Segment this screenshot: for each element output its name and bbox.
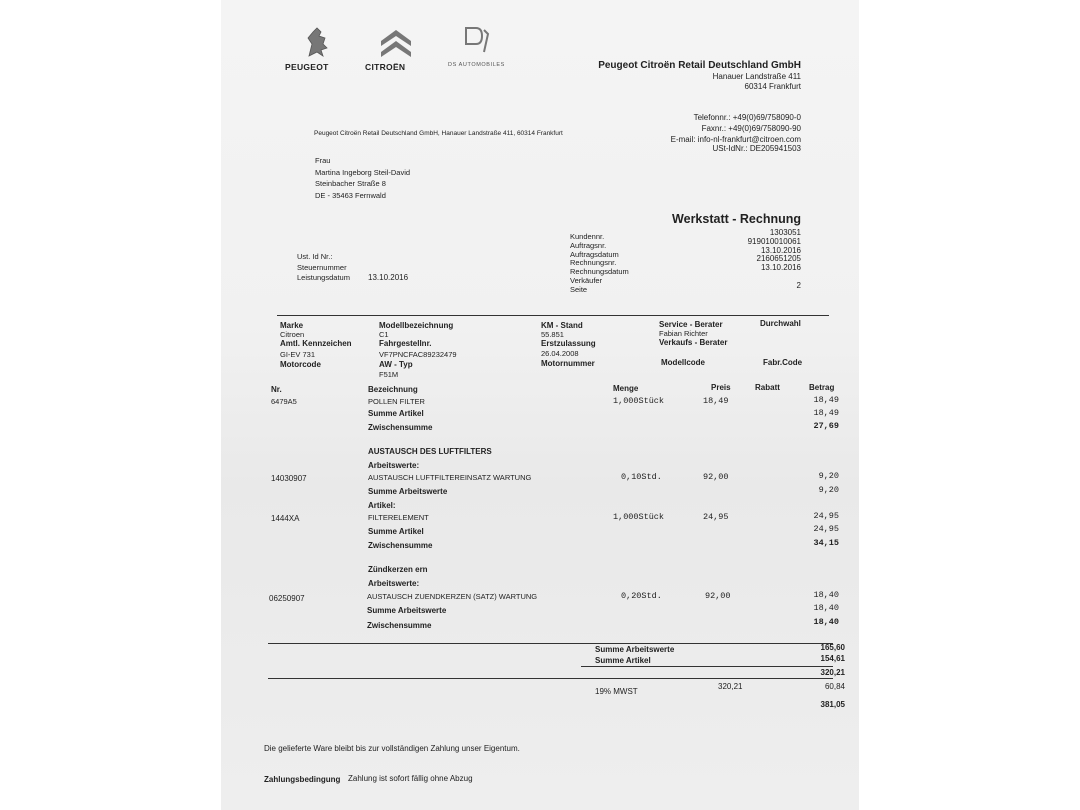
aw-typ-value: F51M	[379, 370, 399, 379]
company-name: Peugeot Citroën Retail Deutschland GmbH	[598, 60, 801, 71]
sum-arbeitswerte-value: 165,60	[820, 643, 845, 652]
service-berater-value: Fabian Richter	[659, 329, 708, 338]
netto-bottom-rule	[268, 678, 833, 679]
zahlungsbedingung-value: Zahlung ist sofort fällig ohne Abzug	[348, 774, 473, 783]
aw-typ-label: AW - Typ	[379, 360, 413, 369]
group-title: AUSTAUSCH DES LUFTFILTERS	[368, 447, 492, 456]
motorcode-label: Motorcode	[280, 360, 321, 369]
meta-value: 1303051	[769, 228, 801, 237]
mwst-value: 60,84	[824, 682, 845, 691]
document-title: Werkstatt - Rechnung	[672, 212, 801, 226]
invoice-paper	[221, 0, 859, 810]
meta-value: 2	[796, 280, 801, 290]
table-row-bezeichnung: FILTERELEMENT	[368, 513, 429, 522]
arbeitswerte-label: Arbeitswerte:	[368, 461, 420, 470]
company-vat: USt-IdNr.: DE205941503	[712, 144, 801, 153]
col-preis-header: Preis	[711, 383, 731, 392]
col-rabatt-header: Rabatt	[755, 383, 780, 392]
table-row-bezeichnung: AUSTAUSCH LUFTFILTEREINSATZ WARTUNG	[368, 473, 532, 482]
marke-label: Marke	[280, 321, 304, 330]
table-row-nr: 6479A5	[271, 397, 297, 406]
netto-value: 320,21	[820, 668, 845, 677]
meta-label: Auftragsnr.	[570, 240, 607, 250]
sum-artikel-label: Summe Artikel	[595, 656, 651, 665]
fahrgestell-value: VF7PNCFAC89232479	[379, 350, 457, 359]
peugeot-logo-text: PEUGEOT	[285, 62, 329, 72]
kennzeichen-label: Amtl. Kennzeichen	[280, 339, 352, 348]
summe-arbeitswerte-value: 18,40	[813, 603, 839, 613]
mwst-label: 19% MWST	[595, 687, 638, 696]
ds-logo-icon	[462, 24, 492, 54]
table-row-preis: 92,00	[705, 591, 731, 601]
recipient-name: Martina Ingeborg Steil-David	[315, 168, 411, 177]
company-street: Hanauer Landstraße 411	[712, 72, 801, 81]
table-row-menge: 0,20Std.	[621, 591, 662, 601]
table-row-betrag: 24,95	[813, 511, 839, 521]
modell-label: Modellbezeichnung	[379, 321, 454, 330]
summe-arbeitswerte-value: 9,20	[818, 485, 839, 495]
citroen-logo-text: CITROËN	[365, 62, 406, 72]
group-title: Zündkerzen ern	[368, 565, 428, 574]
meta-label: Seite	[570, 284, 588, 294]
leistung-label: Leistungsdatum	[297, 273, 350, 282]
ust-label: Ust. Id Nr.:	[297, 252, 333, 261]
meta-value: 13.10.2016	[760, 245, 801, 255]
summe-arbeitswerte-label: Summe Arbeitswerte	[368, 487, 448, 496]
sender-line: Peugeot Citroën Retail Deutschland GmbH, Hanauer Landstraße 411, 60314 Frankfurt	[314, 130, 563, 137]
modellcode-label: Modellcode	[661, 358, 706, 367]
table-row-nr: 1444XA	[271, 514, 300, 523]
artikel-label: Artikel:	[368, 501, 396, 510]
summe-artikel-value: 24,95	[813, 524, 839, 534]
col-betrag-header: Betrag	[809, 383, 835, 392]
zwischensumme-value: 27,69	[813, 421, 839, 431]
peugeot-lion-icon	[303, 26, 331, 58]
table-row-preis: 92,00	[703, 472, 729, 482]
zwischensumme-label: Zwischensumme	[368, 423, 433, 432]
leistung-value: 13.10.2016	[368, 273, 409, 282]
company-fax: Faxnr.: +49(0)69/758090-90	[701, 124, 801, 133]
meta-value: 2160651205	[756, 254, 801, 264]
table-row-menge: 1,000Stück	[613, 396, 665, 406]
table-row-nr: 06250907	[269, 594, 305, 603]
meta-label: Rechnungsnr.	[570, 258, 617, 268]
kennzeichen-value: GI-EV 731	[280, 350, 316, 359]
table-row-bezeichnung: AUSTAUSCH ZUENDKERZEN (SATZ) WARTUNG	[367, 592, 538, 601]
fabr-code-label: Fabr.Code	[763, 358, 803, 367]
recipient-street: Steinbacher Straße 8	[315, 179, 386, 188]
zwischensumme-label: Zwischensumme	[367, 621, 432, 630]
totals-rule	[268, 643, 833, 644]
table-row-betrag: 18,40	[813, 590, 839, 600]
recipient-city: DE - 35463 Fernwald	[315, 191, 386, 200]
summe-artikel-label: Summe Artikel	[368, 527, 424, 536]
erstzulassung-value: 26.04.2008	[541, 349, 579, 358]
sum-artikel-value: 154,61	[820, 654, 845, 663]
summe-artikel-value: 18,49	[813, 408, 839, 418]
table-row-bezeichnung: POLLEN FILTER	[368, 397, 425, 406]
fahrgestell-label: Fahrgestellnr.	[379, 339, 432, 348]
meta-label: Auftragsdatum	[570, 249, 619, 259]
modell-value: C1	[379, 330, 389, 339]
mwst-base: 320,21	[718, 682, 743, 691]
meta-value	[748, 273, 801, 282]
sum-arbeitswerte-label: Summe Arbeitswerte	[595, 645, 675, 654]
marke-value: Citroen	[280, 330, 305, 339]
table-row-betrag: 9,20	[818, 471, 839, 481]
table-row-preis: 24,95	[703, 512, 729, 522]
meta-label: Verkäufer	[570, 275, 603, 285]
service-berater-label: Service - Berater	[659, 320, 723, 329]
summe-artikel-label: Summe Artikel	[368, 409, 424, 418]
col-nr-header: Nr.	[271, 385, 282, 394]
arbeitswerte-label: Arbeitswerte:	[368, 579, 420, 588]
zahlungsbedingung-label: Zahlungsbedingung	[264, 775, 341, 784]
brutto-value: 381,05	[820, 700, 845, 709]
meta-value: 919010010061	[747, 236, 801, 246]
km-label: KM - Stand	[541, 321, 583, 330]
meta-value: 13.10.2016	[760, 263, 801, 273]
col-bezeichnung-header: Bezeichnung	[368, 385, 418, 394]
vehicle-top-rule	[277, 315, 829, 316]
zwischensumme-value: 18,40	[813, 617, 839, 627]
erstzulassung-label: Erstzulassung	[541, 339, 596, 348]
motornummer-label: Motornummer	[541, 359, 595, 368]
company-city: 60314 Frankfurt	[744, 82, 801, 91]
table-row-betrag: 18,49	[813, 395, 839, 405]
citroen-chevrons-icon	[378, 27, 414, 57]
col-menge-header: Menge	[613, 384, 639, 393]
table-row-menge: 0,10Std.	[621, 472, 662, 482]
zwischensumme-value: 34,15	[813, 538, 839, 548]
company-phone: Telefonnr.: +49(0)69/758090-0	[693, 113, 801, 122]
km-value: 55.851	[541, 330, 564, 339]
recipient-salutation: Frau	[315, 156, 331, 165]
verkaufs-berater-label: Verkaufs - Berater	[659, 338, 728, 347]
eigentum-note: Die gelieferte Ware bleibt bis zur vollständigen Zahlung unser Eigentum.	[264, 744, 520, 753]
zwischensumme-label: Zwischensumme	[368, 541, 433, 550]
summe-arbeitswerte-label: Summe Arbeitswerte	[367, 606, 447, 615]
table-row-preis: 18,49	[703, 396, 729, 406]
meta-label: Rechnungsdatum	[570, 267, 629, 277]
steuer-label: Steuernummer	[297, 263, 347, 272]
table-row-nr: 14030907	[271, 474, 307, 483]
ds-logo-text: DS AUTOMOBILES	[448, 62, 505, 68]
company-email: E-mail: info-nl-frankfurt@citroen.com	[670, 135, 801, 144]
durchwahl-label: Durchwahl	[760, 319, 801, 328]
netto-rule	[581, 666, 833, 667]
table-row-menge: 1,000Stück	[613, 512, 665, 522]
meta-values	[748, 229, 801, 291]
meta-labels	[570, 233, 629, 295]
meta-label: Kundennr.	[570, 232, 605, 241]
